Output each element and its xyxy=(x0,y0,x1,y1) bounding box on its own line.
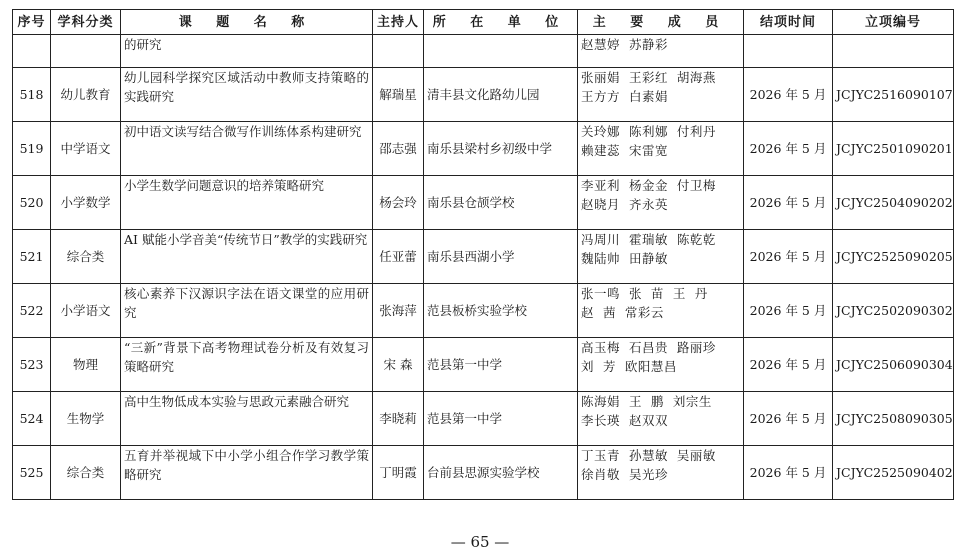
cell-title: 五育并举视域下中小学小组合作学习教学策略研究 xyxy=(121,446,373,500)
cell-members xyxy=(578,392,744,446)
cell-title: AI 赋能小学音美“传统节日”教学的实践研究 xyxy=(121,230,373,284)
cell-title: 小学生数学问题意识的培养策略研究 xyxy=(121,176,373,230)
header-members: 主 要 成 员 xyxy=(578,10,744,35)
member-line: 徐肖敬 吴光珍 xyxy=(581,467,668,482)
table-row xyxy=(13,176,954,230)
table-row xyxy=(13,230,954,284)
cell-no xyxy=(13,35,51,68)
cell-title: 初中语文读写结合微写作训练体系构建研究 xyxy=(121,122,373,176)
cell-host: 任亚蕾 xyxy=(373,230,424,284)
cell-members xyxy=(578,446,744,500)
cell-host: 宋 森 xyxy=(373,338,424,392)
header-no: 序号 xyxy=(13,10,51,35)
member-line: 李长瑛 赵双双 xyxy=(581,413,668,428)
member-line: 丁玉青 孙慧敏 吴丽敏 xyxy=(581,448,716,463)
header-code: 立项编号 xyxy=(833,10,954,35)
cell-title: 幼儿园科学探究区域活动中教师支持策略的实践研究 xyxy=(121,68,373,122)
project-table xyxy=(12,9,954,500)
cell-code: JCJYC2501090201 xyxy=(833,122,954,176)
table-row xyxy=(13,284,954,338)
cell-end-time: 2026 年 5 月 xyxy=(744,68,833,122)
cell-host: 解瑞星 xyxy=(373,68,424,122)
cell-unit: 范县第一中学 xyxy=(424,338,578,392)
cell-members xyxy=(578,338,744,392)
cell-members xyxy=(578,176,744,230)
cell-code: JCJYC2525090402 xyxy=(833,446,954,500)
cell-no: 524 xyxy=(13,392,51,446)
cell-category: 物理 xyxy=(51,338,121,392)
cell-no: 521 xyxy=(13,230,51,284)
cell-members xyxy=(578,35,744,68)
cell-unit: 南乐县西湖小学 xyxy=(424,230,578,284)
member-line: 李亚利 杨金金 付卫梅 xyxy=(581,178,716,193)
cell-unit: 台前县思源实验学校 xyxy=(424,446,578,500)
header-unit: 所 在 单 位 xyxy=(424,10,578,35)
cell-host: 李晓莉 xyxy=(373,392,424,446)
continuation-row xyxy=(13,35,954,68)
cell-members xyxy=(578,284,744,338)
cell-code xyxy=(833,35,954,68)
member-line: 赵慧婷 苏静彩 xyxy=(581,37,668,52)
cell-end-time: 2026 年 5 月 xyxy=(744,230,833,284)
table-row xyxy=(13,446,954,500)
table-row xyxy=(13,68,954,122)
cell-category: 小学语文 xyxy=(51,284,121,338)
cell-code: JCJYC2516090107 xyxy=(833,68,954,122)
member-line: 王方方 白素娟 xyxy=(581,89,668,104)
member-line: 赵晓月 齐永英 xyxy=(581,197,668,212)
cell-code: JCJYC2502090302 xyxy=(833,284,954,338)
header-end-time: 结项时间 xyxy=(744,10,833,35)
cell-code: JCJYC2506090304 xyxy=(833,338,954,392)
cell-category: 中学语文 xyxy=(51,122,121,176)
cell-code: JCJYC2504090202 xyxy=(833,176,954,230)
cell-category: 综合类 xyxy=(51,230,121,284)
cell-members xyxy=(578,230,744,284)
cell-category xyxy=(51,35,121,68)
cell-members xyxy=(578,122,744,176)
cell-category: 综合类 xyxy=(51,446,121,500)
member-line: 关玲娜 陈利娜 付利丹 xyxy=(581,124,716,139)
cell-title: 高中生物低成本实验与思政元素融合研究 xyxy=(121,392,373,446)
header-title: 课 题 名 称 xyxy=(121,10,373,35)
cell-no: 523 xyxy=(13,338,51,392)
cell-end-time: 2026 年 5 月 xyxy=(744,338,833,392)
cell-unit: 清丰县文化路幼儿园 xyxy=(424,68,578,122)
member-line: 刘 芳 欧阳慧昌 xyxy=(581,359,677,374)
member-line: 陈海娟 王 鹏 刘宗生 xyxy=(581,394,712,409)
cell-no: 525 xyxy=(13,446,51,500)
cell-title: “三新”背景下高考物理试卷分析及有效复习策略研究 xyxy=(121,338,373,392)
cell-no: 519 xyxy=(13,122,51,176)
cell-unit: 南乐县梁村乡初级中学 xyxy=(424,122,578,176)
cell-end-time: 2026 年 5 月 xyxy=(744,446,833,500)
header-row xyxy=(13,10,954,35)
cell-unit: 范县板桥实验学校 xyxy=(424,284,578,338)
cell-host: 张海萍 xyxy=(373,284,424,338)
cell-title: 的研究 xyxy=(121,35,373,68)
member-line: 张一鸣 张 苗 王 丹 xyxy=(581,286,708,301)
cell-end-time: 2026 年 5 月 xyxy=(744,122,833,176)
table-row xyxy=(13,392,954,446)
cell-unit xyxy=(424,35,578,68)
header-category: 学科分类 xyxy=(51,10,121,35)
cell-no: 522 xyxy=(13,284,51,338)
cell-unit: 南乐县仓颉学校 xyxy=(424,176,578,230)
cell-category: 小学数学 xyxy=(51,176,121,230)
member-line: 张丽娟 王彩红 胡海燕 xyxy=(581,70,716,85)
cell-host xyxy=(373,35,424,68)
cell-members xyxy=(578,68,744,122)
table-row xyxy=(13,122,954,176)
cell-host: 丁明霞 xyxy=(373,446,424,500)
cell-end-time: 2026 年 5 月 xyxy=(744,284,833,338)
cell-category: 幼儿教育 xyxy=(51,68,121,122)
cell-no: 518 xyxy=(13,68,51,122)
cell-end-time: 2026 年 5 月 xyxy=(744,176,833,230)
table-row xyxy=(13,338,954,392)
cell-category: 生物学 xyxy=(51,392,121,446)
cell-end-time: 2026 年 5 月 xyxy=(744,392,833,446)
member-line: 赵 茜 常彩云 xyxy=(581,305,664,320)
header-host: 主持人 xyxy=(373,10,424,35)
cell-host: 杨会玲 xyxy=(373,176,424,230)
cell-title: 核心素养下汉源识字法在语文课堂的应用研究 xyxy=(121,284,373,338)
cell-unit: 范县第一中学 xyxy=(424,392,578,446)
member-line: 高玉梅 石昌贵 路丽珍 xyxy=(581,340,716,355)
member-line: 冯周川 霍瑞敏 陈乾乾 xyxy=(581,232,716,247)
cell-code: JCJYC2525090205 xyxy=(833,230,954,284)
page-number: — 65 — xyxy=(450,533,510,551)
cell-host: 邵志强 xyxy=(373,122,424,176)
cell-code: JCJYC2508090305 xyxy=(833,392,954,446)
member-line: 赖建蕊 宋雷宽 xyxy=(581,143,668,158)
cell-end-time xyxy=(744,35,833,68)
member-line: 魏陆帅 田静敏 xyxy=(581,251,668,266)
cell-no: 520 xyxy=(13,176,51,230)
